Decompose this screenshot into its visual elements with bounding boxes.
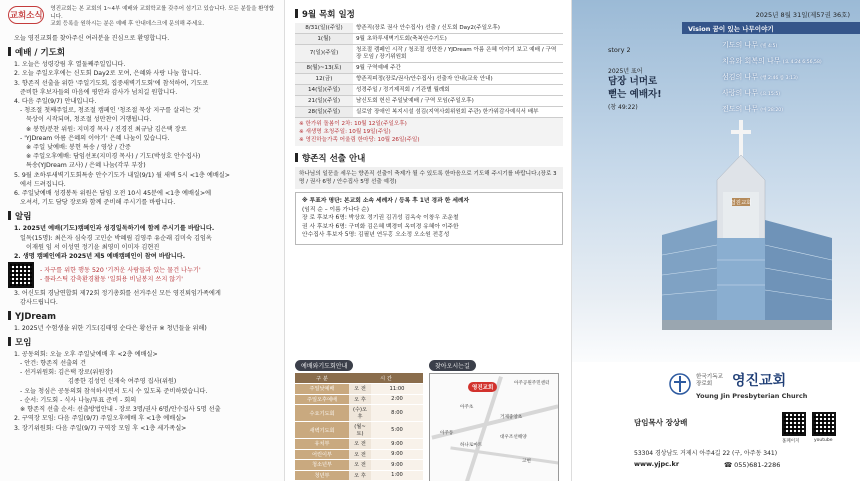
schedule-date: 1(월) xyxy=(295,34,353,45)
church-emblem-icon xyxy=(667,373,693,395)
worship-name: 새벽기도회 xyxy=(295,422,349,439)
candidate-line: 안수집사 후보자 5명: 김필년 연두홍 오소정 오소원 전홍성 xyxy=(302,232,450,239)
section-meeting-label: 모임 xyxy=(15,337,32,348)
list-item: 4. 다음 주일(9/7) 안내입니다. xyxy=(14,98,97,106)
denomination xyxy=(696,374,723,388)
denomination-line2: 장로회 xyxy=(696,381,713,387)
selection-sub: (임직 순 – 이름 가나다 순) xyxy=(302,206,370,213)
section-worship-label: 예배 / 기도회 xyxy=(15,48,66,59)
map-label: 대우조선해양 xyxy=(500,435,527,440)
list-item: 오셔서, 기도 담당 장로와 함께 준비해 주시기를 바랍니다. xyxy=(20,199,176,207)
schedule-text: 성경주일 / 정기제직회 / 기관별 월례회 xyxy=(353,85,563,96)
vision-ref: (빌 4:5) xyxy=(760,44,778,49)
schedule-date: 8(월)~13(토) xyxy=(295,63,353,74)
list-item: - 자구를 위한 행동 520 '기꺼운 사람들과 있는 물건 나누기' xyxy=(40,267,201,275)
header-cell: 구 분 xyxy=(295,373,349,384)
vision-list xyxy=(722,38,856,118)
story-reference: (창 49:22) xyxy=(608,104,638,111)
list-item: ※ 주일 낮예배: 봉헌 특송 / 영상 / 간증 xyxy=(26,144,131,152)
schedule-text: 향존직(장로 권사 안수집사) 선출 / 신도회 Day2(주일오후) xyxy=(353,23,563,34)
section-bar-icon xyxy=(8,47,11,56)
list-item: 특송(YJDream 교사) / 은혜 나눔(각부 부장) xyxy=(26,162,146,170)
schedule-date: 12(금) xyxy=(295,74,353,85)
vision-ref: (요 15:5) xyxy=(760,92,781,97)
vision-label: 섬김의 나무 xyxy=(722,73,759,81)
church-location-pin: 영진교회 xyxy=(468,382,497,392)
building-sign: 영진교회 xyxy=(730,200,752,207)
list-item: 일독(15명): 최은자 심숙경 고민순 박혜림 김영주 유순래 김미숙 김임옥 xyxy=(20,234,212,242)
list-item: - 선거위원회: 김은택 장로(위원장) xyxy=(20,369,113,377)
map-label: 아주동 xyxy=(440,431,454,436)
church-intro xyxy=(50,6,276,29)
table-row xyxy=(295,405,423,422)
note-line: ※ 영진하늘가족 어울림 한마당: 10월 26일(주일) xyxy=(299,137,420,143)
vision-item xyxy=(722,38,856,54)
news-panel xyxy=(0,0,285,481)
list-item: - 청조절 첫째주일로, 청조절 캠페인 '청조절 묵상 지구를 살리는 것' xyxy=(20,107,201,115)
list-item: 3. 향존직 선출을 위한 '주일기도회, 집중새벽기도회'에 참석하여, 기도로 xyxy=(14,79,209,87)
worship-time: 1:00 xyxy=(371,470,423,481)
directions-title: 찾아오시는길 xyxy=(429,360,476,371)
cover-panel xyxy=(572,0,860,481)
table-row xyxy=(295,422,423,439)
youtube-qr-label: youtube xyxy=(814,438,833,443)
church-intro-line1: 영진교회는 본 교회의 1~4부 예배와 교회학교를 갖추어 섬기고 있습니다. 모든 분들을 환영합니다. xyxy=(50,6,275,20)
list-item: 1. 오늘은 성령강림 후 열둘째주일입니다. xyxy=(14,61,126,69)
worship-name: 수요기도회 xyxy=(295,405,349,422)
selection-intro: 하나님의 일꾼을 세우는 향존직 선출이 축제가 될 수 있도록 한마음으로 기도해 주시기를 바랍니다.(장로 3명 / 권사 6명 / 안수집사 5명 선출 예정) xyxy=(295,167,563,189)
worship-when: (월~토) xyxy=(349,422,371,439)
worship-name: 주일오후예배 xyxy=(295,394,349,405)
story-title xyxy=(608,76,662,101)
church-intro-line2: 교회 등록을 원하시는 분은 예배 후 안내데스크에 문의해 주세요. xyxy=(50,21,205,27)
table-row xyxy=(295,45,563,63)
homepage-qr-icon[interactable] xyxy=(782,412,806,436)
schedule-date: 8/31(일)(주일) xyxy=(295,23,353,34)
worship-name: 유치부 xyxy=(295,439,349,450)
list-item: 2. 오늘 주일오후에는 신도회 Day2로 모여, 은혜와 사랑 나눔 합니다. xyxy=(14,70,202,78)
worship-when: (수)오후 xyxy=(349,405,371,422)
section-bar-icon xyxy=(295,153,298,162)
worship-time: 9:00 xyxy=(371,460,423,471)
campaign-lines xyxy=(40,266,201,284)
worship-time: 9:00 xyxy=(371,439,423,450)
schedule-table xyxy=(295,23,563,118)
map-label: 고현 xyxy=(522,459,531,464)
map-label: 거제중앙초 xyxy=(500,415,523,420)
worship-time: 8:00 xyxy=(371,405,423,422)
news-logo: 교회소식 xyxy=(8,6,44,24)
map-label: 하나로마트 xyxy=(460,443,483,448)
worship-when: 오 전 xyxy=(349,449,371,460)
schedule-text: 향존직피정(장로/권사/안수집사) 선출자 안내(교육 안내) xyxy=(353,74,563,85)
schedule-date: 7(일)(주일) xyxy=(295,45,353,63)
schedule-date: 14(일)(주일) xyxy=(295,85,353,96)
candidate-line: 권 사 후보자 6명: 구미화 김은혜 백경미 옥미경 유혜아 이주한 xyxy=(302,223,459,230)
schedule-title-label: 9월 목회 일정 xyxy=(302,10,355,20)
list-item: ※ 주일오후예배: 담임선포(지미경 목사) / 기도(박성호 안수집사) xyxy=(26,153,201,161)
table-row xyxy=(295,384,423,395)
directions xyxy=(429,353,559,481)
list-item: 2. 생명 캠페인에과 2025년 제5 예배캠페인이 참여 바랍니다. xyxy=(14,253,186,261)
schedule-date: 28(일)(주일) xyxy=(295,107,353,118)
homepage-qr-label: 홈페이지 xyxy=(782,439,800,444)
list-item: ※ 향존직 선출 순서: 선출방법안내 - 장로 3명/권사 6명/안수집사 5명 선출 xyxy=(20,406,221,414)
directions-map[interactable] xyxy=(429,373,559,481)
list-item: 에서 드려집니다. xyxy=(20,180,66,188)
selection-box xyxy=(295,192,563,245)
vision-banner: Vision 꿈이 있는 나무이야기 xyxy=(682,22,860,34)
vision-item xyxy=(722,54,856,70)
list-item: 준비한 후보자들의 마음에 평안과 감사가 넘치길 원합니다. xyxy=(20,88,178,96)
bottom-info-row xyxy=(295,353,565,481)
note-line: ※ 한가위 돌봄이 2차: 10월 12일(주일오후) xyxy=(299,121,407,127)
candidate-line: 장 로 후보자 6명: 박상호 정기권 김귀성 김옥숙 이창우 조운철 xyxy=(302,215,459,222)
table-row xyxy=(295,470,423,481)
selection-title-label: 향존직 선출 안내 xyxy=(302,154,366,164)
section-bar-icon xyxy=(8,211,11,220)
schedule-text: 9월 구역예배 주간 xyxy=(353,63,563,74)
section-notice-label: 알림 xyxy=(15,212,32,223)
church-name-english: Young Jin Presbyterian Church xyxy=(696,392,808,400)
worship-name: 청년부 xyxy=(295,470,349,481)
list-item: 이재원 임 서 이성연 정기윤 최영미 이미자 김현진 xyxy=(26,243,160,251)
worship-when: 오 전 xyxy=(349,384,371,395)
section-bar-icon xyxy=(295,9,298,18)
youtube-qr-icon[interactable] xyxy=(812,412,836,436)
list-item: 3. 어신도회 경남연합회 제72회 정기총회를 선거주신 모든 영진퇴임가족에게 xyxy=(14,290,221,298)
vision-label: 전도의 나무 xyxy=(722,105,759,113)
list-item: 1. 2025년 수험생을 위한 기도(김태영 순다은 황선규 ※ 청년들을 위해) xyxy=(14,324,207,332)
list-item: 감사드립니다. xyxy=(20,299,58,307)
schedule-text: 청조절 캠페인 시작 / 청조절 성만찬 / YJDream 아름 은혜 이야기 보고 예배 / 구역장 모임 / 장기위원회 xyxy=(353,45,563,63)
worship-time: 9:00 xyxy=(371,449,423,460)
vision-item xyxy=(722,102,856,118)
schedule-notes xyxy=(295,118,563,146)
worship-name: 청소년부 xyxy=(295,460,349,471)
selection-title xyxy=(295,152,563,164)
table-row xyxy=(295,63,563,74)
selection-rule: ※ 투표자 명단: 본교회 소속 세례자 / 등록 후 1년 경과 한 세례자 xyxy=(302,198,470,204)
church-phone: ☎ 055)681-2286 xyxy=(724,461,781,469)
campaign-row xyxy=(8,262,276,288)
list-item: - 플라스틱 감축환경활동 '일회용 비닐봉지 쓰지 않기' xyxy=(40,276,183,284)
story-title-line1: 담장 너머로 xyxy=(608,76,658,87)
issue-date: 2025년 8월 31일(제57권 36호) xyxy=(755,11,850,19)
list-item: ※ 봉헌/분찬 위원: 지미경 목사 / 진경진 최규남 김은택 장로 xyxy=(26,125,187,133)
table-row xyxy=(295,460,423,471)
table-row xyxy=(295,394,423,405)
section-meeting-title xyxy=(8,336,276,348)
denomination-line1: 한국기독교 xyxy=(696,374,724,380)
header-cell: 시 간 xyxy=(349,373,423,384)
list-item: 1. 2025년 예배(기도)캠페인과 성경일독하기에 함께 주시기를 바랍니다. xyxy=(14,225,215,233)
church-building-illustration xyxy=(662,120,832,330)
list-item: - 오늘 청심은 공동의회 참석하시면서 도시 수 있도록 준비하였습니다. xyxy=(20,387,208,395)
story-title-line2: 뻗는 예배자! xyxy=(608,88,662,100)
list-item: - 안건: 향존직 선출의 건 xyxy=(20,360,86,368)
yjdream-list xyxy=(8,324,276,333)
vision-ref: (마 28:20) xyxy=(760,108,784,113)
notice-list xyxy=(8,224,276,307)
section-yjdream-title xyxy=(8,311,276,322)
schedule-text: 9월 초하루새벽기도회(축복안수기도) xyxy=(353,34,563,45)
map-road xyxy=(450,446,559,464)
list-item: 1. 공동의회: 오늘 오후 주일낮예배 후 <2층 예배실> xyxy=(14,350,158,358)
vision-label: 치유와 회복의 나무 xyxy=(722,57,781,65)
schedule-text: 실로암 장애인 복지시설 섬김(지역사회위원회 주관) 한가위감사예식서 배부 xyxy=(353,107,563,118)
worship-times-title: 예배와기도회안내 xyxy=(295,360,353,371)
list-item: - 'YJDream 아름 은혜의 이야기' 은혜 나눔이 있습니다. xyxy=(20,134,170,142)
vision-item xyxy=(722,70,856,86)
table-row xyxy=(295,34,563,45)
qr-code-icon[interactable] xyxy=(8,262,34,288)
list-item: 5. 9월 초하루새벽기도회특송 안수기도가 내일(9/1) 월 새벽 5시 <1층 예배실> xyxy=(14,171,230,179)
worship-name: 어린이부 xyxy=(295,449,349,460)
vision-label: 기도의 나무 xyxy=(722,41,759,49)
worship-name: 주일낮예배 xyxy=(295,384,349,395)
list-item: - 순서: 기도회 - 식사 나눔/투표 준비 - 회의 xyxy=(20,396,137,404)
section-notice-title xyxy=(8,210,276,222)
list-item: 묵상이 시작되며, 청조절 성만찬이 거행됩니다. xyxy=(26,116,152,124)
table-row xyxy=(295,74,563,85)
section-worship-title xyxy=(8,46,276,58)
worship-list xyxy=(8,60,276,207)
vision-label: 사랑의 나무 xyxy=(722,89,759,97)
church-name: 영진교회 xyxy=(732,373,787,389)
table-row xyxy=(295,85,563,96)
pastor-name: 담임목사 장상배 xyxy=(634,418,688,427)
worship-times xyxy=(295,353,423,481)
news-header xyxy=(8,6,276,33)
worship-when: 오 후 xyxy=(349,394,371,405)
worship-times-table xyxy=(295,373,423,481)
vision-ref: (행 2:46 롬 3:13) xyxy=(760,76,798,81)
meeting-list xyxy=(8,350,276,433)
list-item: 3. 장기위원회: 다음 주일(9/7) 구역장 모임 후 <1층 세가족실> xyxy=(14,424,187,432)
story-label: story 2 xyxy=(608,46,631,54)
vision-ref: (요 4:24 6:56,58) xyxy=(782,60,822,65)
table-row xyxy=(295,439,423,450)
schedule-text: 남신도회 헌신 주일낮예배 / 구역 모임(주일오후) xyxy=(353,96,563,107)
worship-when: 오 후 xyxy=(349,470,371,481)
worship-when: 오 전 xyxy=(349,460,371,471)
schedule-date: 21(일)(주일) xyxy=(295,96,353,107)
note-line: ※ 새생명 초청주일: 10월 19일(주일) xyxy=(299,129,391,135)
worship-time: 2:00 xyxy=(371,394,423,405)
table-header xyxy=(295,373,423,384)
vision-item xyxy=(722,86,856,102)
church-address: 53304 경상남도 거제시 아주4길 22 (구, 아주동 341) xyxy=(634,450,778,457)
list-item: 김종한 김성인 신재숙 여주영 집사(위원) xyxy=(68,378,177,386)
table-row xyxy=(295,96,563,107)
table-row xyxy=(295,23,563,34)
section-bar-icon xyxy=(8,337,11,346)
list-item: 2. 구역장 모임: 다음 주일(9/7) 주일오후예배 후 <1층 예배실> xyxy=(14,415,187,423)
worship-when: 오 전 xyxy=(349,439,371,450)
map-label: 아주공원주민센터 xyxy=(514,381,550,386)
story-subtitle: 2025년 표어 xyxy=(608,68,643,75)
worship-time: 11:00 xyxy=(371,384,423,395)
list-item: 6. 주일낮예배 성경봉독 위원은 담임 오전 10시 45분에 <1층 예배실>에 xyxy=(14,190,212,198)
welcome-text: 오늘 영진교회를 찾아주신 여러분을 진심으로 환영합니다. xyxy=(14,35,170,42)
section-bar-icon xyxy=(8,311,11,320)
table-row xyxy=(295,107,563,118)
table-row xyxy=(295,449,423,460)
map-label: 아주초 xyxy=(460,405,474,410)
worship-time: 5:00 xyxy=(371,422,423,439)
schedule-title xyxy=(295,8,563,20)
section-yjdream-label: YJDream xyxy=(15,311,56,322)
church-website[interactable]: www.yjpc.kr xyxy=(634,460,680,468)
